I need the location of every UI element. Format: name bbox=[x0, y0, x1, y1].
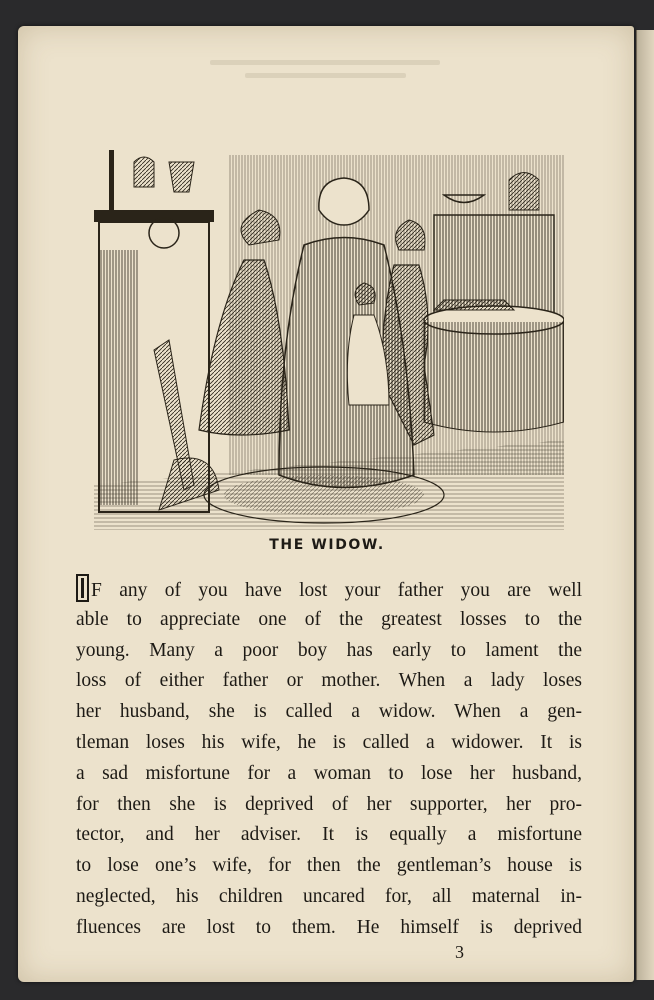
text-line-3: young. Many a poor boy has early to lament the bbox=[76, 639, 582, 661]
widow-bonnet bbox=[319, 178, 369, 225]
widow-engraving-illustration bbox=[94, 140, 564, 530]
table-cloth bbox=[424, 322, 564, 432]
text-line-1-content: F any of you have lost your father you are well bbox=[91, 580, 582, 601]
tureen bbox=[509, 173, 539, 211]
text-line-7: a sad misfortune for a woman to lose her husband, bbox=[76, 762, 582, 784]
text-line-2: able to appreciate one of the greatest losses to the bbox=[76, 608, 582, 630]
illustration-caption: THE WIDOW. bbox=[269, 537, 385, 553]
text-line-9: tector, and her adviser. It is equally a misfortune bbox=[76, 824, 582, 846]
text-line-12: fluences are lost to them. He himself is deprived bbox=[76, 916, 582, 938]
text-line-5: her husband, she is called a widow. When a gen- bbox=[76, 701, 582, 723]
show-through-text bbox=[210, 52, 440, 122]
mantel-shelf bbox=[94, 210, 214, 222]
adjacent-page-edge bbox=[636, 30, 654, 980]
text-line-1 bbox=[76, 574, 582, 605]
candlestick bbox=[109, 150, 114, 210]
text-line-10: to lose one’s wife, for then the gentleman’s house is bbox=[76, 855, 582, 877]
vase bbox=[134, 157, 154, 187]
text-line-8: for then she is deprived of her supporter, her pro- bbox=[76, 793, 582, 815]
tray bbox=[434, 300, 514, 310]
urn bbox=[169, 162, 194, 192]
page-number: 3 bbox=[455, 942, 464, 962]
text-line-4: loss of either father or mother. When a lady loses bbox=[76, 670, 582, 692]
text-line-6: tleman loses his wife, he is called a widower. It is bbox=[76, 731, 582, 753]
body-text bbox=[76, 574, 582, 944]
text-line-11: neglected, his children uncared for, all maternal in- bbox=[76, 885, 582, 907]
drop-cap-initial bbox=[76, 574, 89, 602]
